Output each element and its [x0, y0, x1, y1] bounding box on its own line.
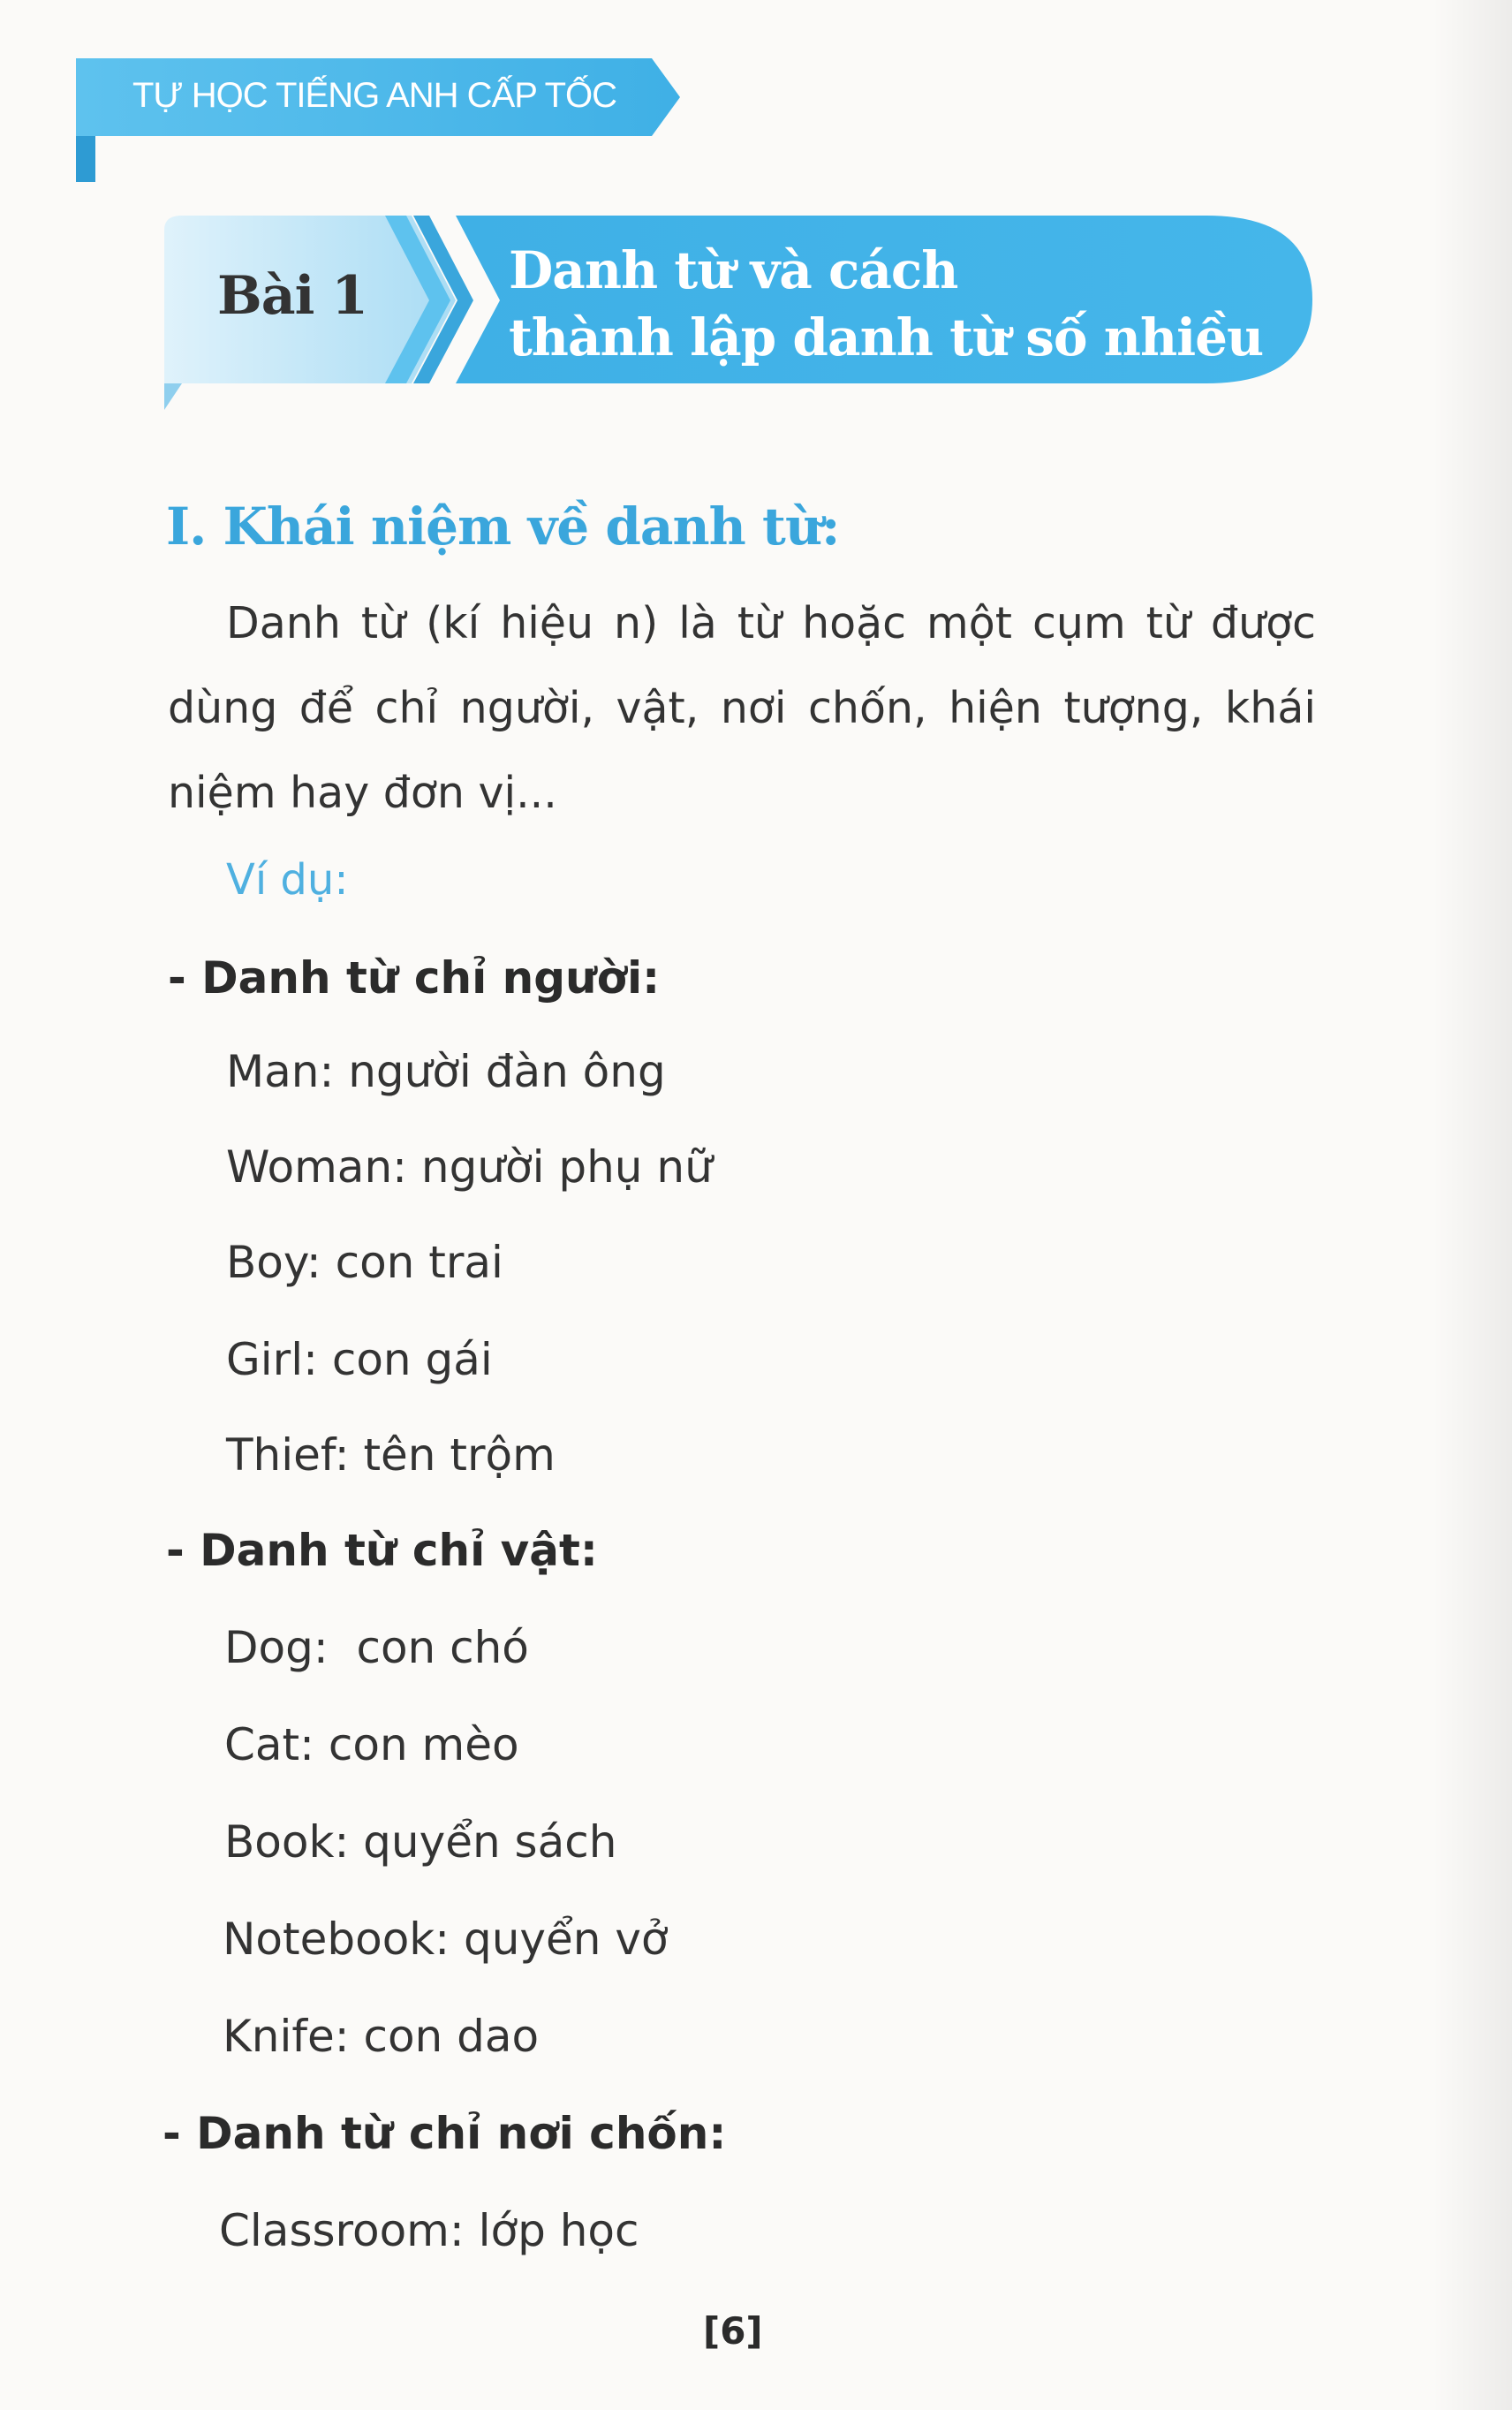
example-label: Ví dụ: — [226, 855, 349, 905]
section-heading: I. Khái niệm về danh từ: — [166, 496, 840, 557]
lesson-number: Bài 1 — [217, 265, 368, 327]
lesson-title — [509, 237, 1263, 371]
list-item: Thief: tên trộm — [226, 1429, 556, 1481]
list-item: Girl: con gái — [226, 1334, 493, 1385]
lesson-title-line-2: thành lập danh từ số nhiều — [509, 307, 1264, 368]
list-item: Dog: con chó — [224, 1622, 529, 1673]
list-item: Cat: con mèo — [224, 1719, 519, 1770]
page-edge-shadow — [1433, 0, 1512, 2410]
list-item: Woman: người phụ nữ — [226, 1141, 713, 1193]
category-heading-places: - Danh từ chỉ nơi chốn: — [163, 2108, 727, 2159]
category-heading-things: - Danh từ chỉ vật: — [166, 1525, 598, 1576]
category-heading-people: - Danh từ chỉ người: — [168, 952, 661, 1004]
list-item: Knife: con dao — [223, 2011, 540, 2062]
page-number: [6] — [703, 2309, 763, 2353]
list-item: Boy: con trai — [226, 1237, 503, 1288]
list-item: Classroom: lớp học — [219, 2205, 639, 2256]
list-item: Man: người đàn ông — [226, 1046, 666, 1097]
list-item: Notebook: quyển vở — [223, 1914, 669, 1965]
lesson-title-line-1: Danh từ và cách — [509, 240, 958, 300]
list-item: Book: quyển sách — [224, 1816, 617, 1868]
definition-paragraph: Danh từ (kí hiệu n) là từ hoặc một cụm từ được dùng để chỉ người, vật, nơi chốn, hiện tượng, khái niệm hay đơn vị... — [168, 598, 1316, 818]
series-title: TỰ HỌC TIẾNG ANH CẤP TỐC — [132, 76, 617, 115]
